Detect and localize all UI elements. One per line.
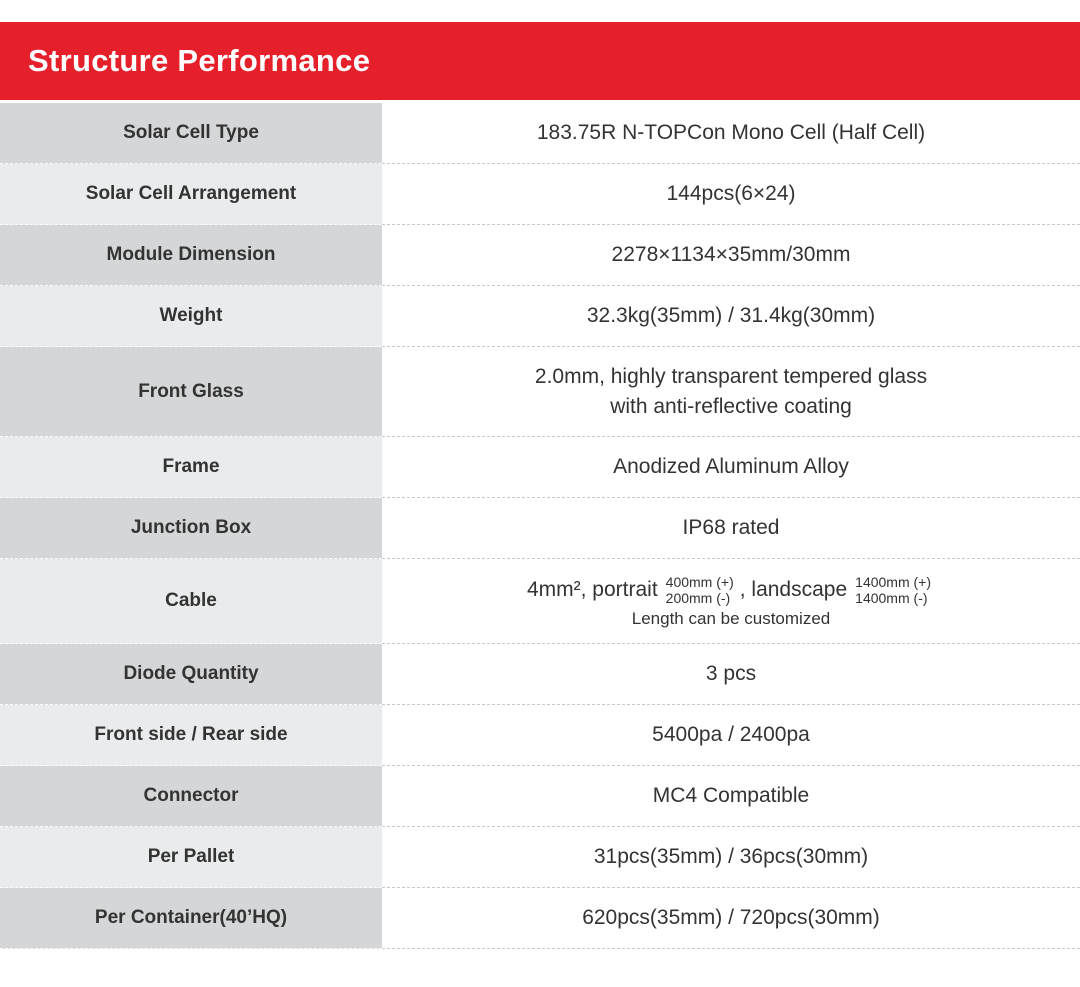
cable-separator: , landscape xyxy=(739,577,848,601)
value-text: IP68 rated xyxy=(682,516,780,539)
row-value xyxy=(382,705,1080,766)
table-row xyxy=(0,644,1080,705)
row-label: Module Dimension xyxy=(0,225,382,286)
spec-table xyxy=(0,103,1080,949)
row-value xyxy=(382,286,1080,347)
table-row xyxy=(0,437,1080,498)
table-row xyxy=(0,347,1080,437)
value-text: 144pcs(6×24) xyxy=(666,182,796,205)
row-value xyxy=(382,164,1080,225)
table-row xyxy=(0,498,1080,559)
landscape-minus: 1400mm (-) xyxy=(855,589,928,606)
row-value xyxy=(382,827,1080,888)
row-value xyxy=(382,644,1080,705)
row-label: Per Container(40’HQ) xyxy=(0,888,382,949)
value-text: MC4 Compatible xyxy=(652,784,810,807)
landscape-plus: 1400mm (+) xyxy=(855,573,932,590)
section-title: Structure Performance xyxy=(28,43,371,78)
cable-spec xyxy=(527,574,935,606)
row-label: Cable xyxy=(0,559,382,644)
value-text: 5400pa / 2400pa xyxy=(652,723,810,746)
value-text: 2278×1134×35mm/30mm xyxy=(611,243,851,266)
table-row xyxy=(0,766,1080,827)
row-label: Solar Cell Arrangement xyxy=(0,164,382,225)
cable-portrait-lengths xyxy=(666,574,734,606)
table-row xyxy=(0,705,1080,766)
table-row xyxy=(0,286,1080,347)
row-label: Front side / Rear side xyxy=(0,705,382,766)
row-label: Connector xyxy=(0,766,382,827)
value-line: with anti-reflective coating xyxy=(610,394,852,418)
portrait-minus: 200mm (-) xyxy=(665,589,731,606)
section-header xyxy=(0,22,1080,100)
table-row xyxy=(0,164,1080,225)
table-row xyxy=(0,888,1080,949)
row-label: Diode Quantity xyxy=(0,644,382,705)
table-row xyxy=(0,103,1080,164)
value-text: 183.75R N-TOPCon Mono Cell (Half Cell) xyxy=(536,121,926,144)
row-label: Per Pallet xyxy=(0,827,382,888)
row-label: Frame xyxy=(0,437,382,498)
row-label: Front Glass xyxy=(0,347,382,437)
structure-performance-sheet xyxy=(0,22,1080,949)
row-label: Junction Box xyxy=(0,498,382,559)
row-label: Solar Cell Type xyxy=(0,103,382,164)
row-value xyxy=(382,498,1080,559)
row-value xyxy=(382,103,1080,164)
row-value xyxy=(382,766,1080,827)
row-value xyxy=(382,559,1080,644)
portrait-plus: 400mm (+) xyxy=(665,573,734,590)
row-value xyxy=(382,888,1080,949)
value-line: 2.0mm, highly transparent tempered glass xyxy=(534,364,928,388)
cable-landscape-lengths xyxy=(855,574,931,606)
cable-note: Length can be customized xyxy=(631,608,831,628)
row-value xyxy=(382,347,1080,437)
value-text: Anodized Aluminum Alloy xyxy=(613,455,849,478)
cable-prefix: 4mm², portrait xyxy=(526,577,658,601)
table-row xyxy=(0,225,1080,286)
row-value xyxy=(382,225,1080,286)
value-text: 3 pcs xyxy=(705,662,757,685)
table-row xyxy=(0,827,1080,888)
table-row xyxy=(0,559,1080,644)
value-text: 620pcs(35mm) / 720pcs(30mm) xyxy=(582,906,880,929)
row-value xyxy=(382,437,1080,498)
value-text: 32.3kg(35mm) / 31.4kg(30mm) xyxy=(586,304,876,327)
value-text: 31pcs(35mm) / 36pcs(30mm) xyxy=(593,845,869,868)
row-label: Weight xyxy=(0,286,382,347)
